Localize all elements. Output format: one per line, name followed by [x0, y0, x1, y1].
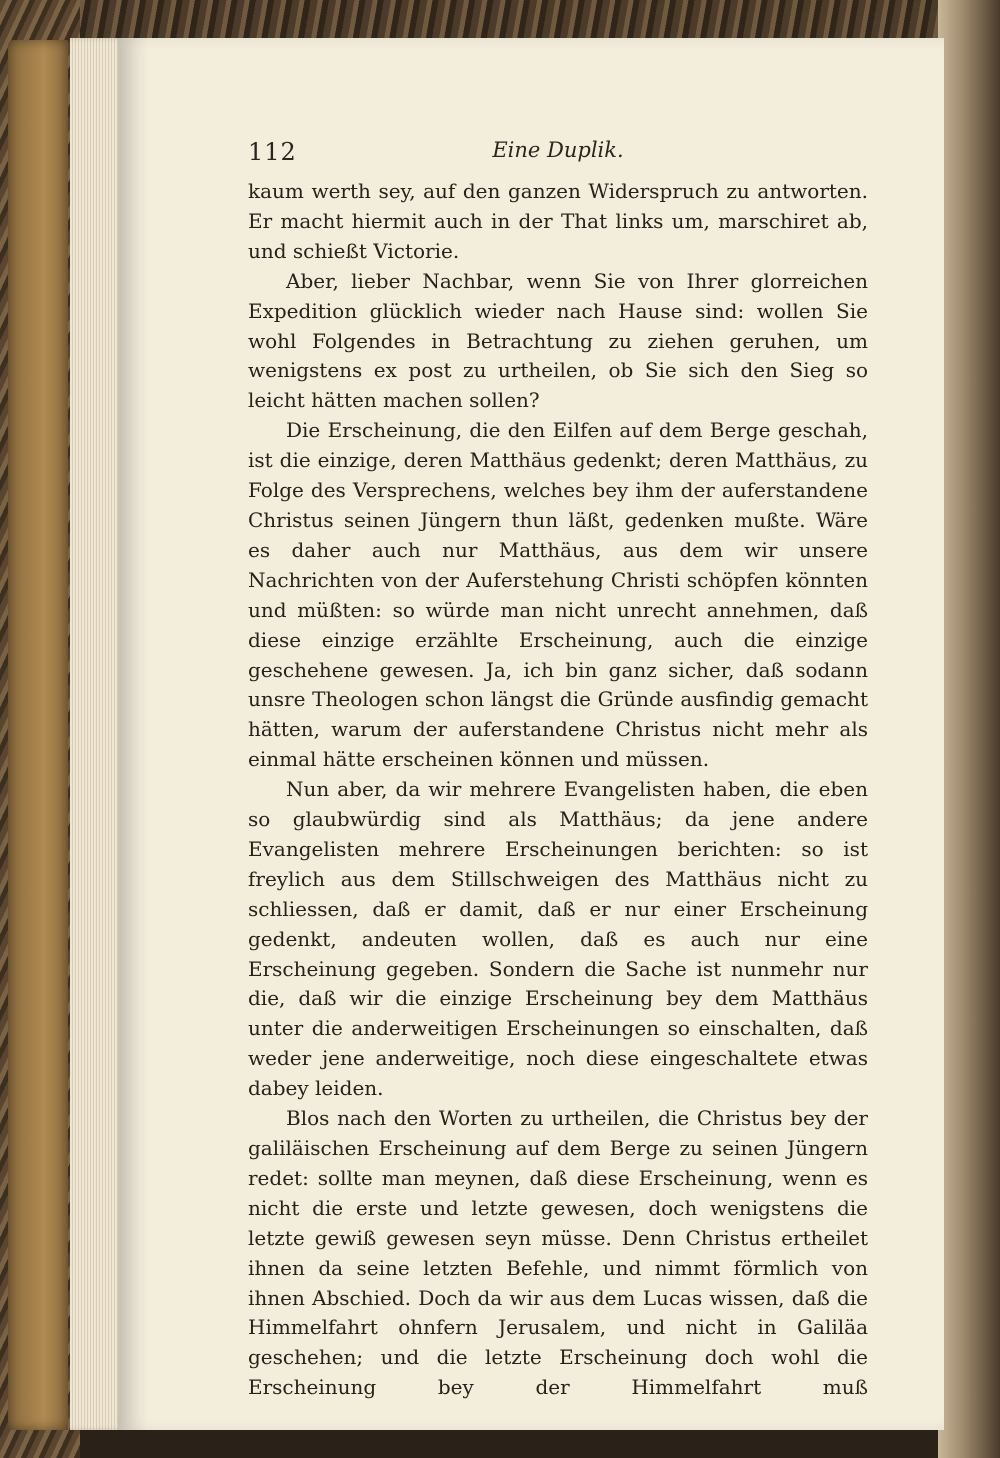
- running-title: Eine Duplik.: [492, 138, 624, 162]
- book-right-edge: [938, 0, 1000, 1458]
- paragraph-1: kaum werth sey, auf den ganzen Widerspruch zu antworten. Er macht hiermit auch in der That links um, marschiret ab, und schießt Victorie.: [248, 179, 868, 263]
- page-header: [248, 138, 868, 168]
- paragraph-5: Blos nach den Worten zu urtheilen, die Christus bey der galiläischen Erscheinung auf dem Berge zu seinen Jüngern redet: sollte man meynen, daß diese Erscheinung, wenn es nicht die erste und letzte gewesen, doch wenigstens die letzte gewiß gewesen seyn müsse. Denn Christus ertheilet ihnen da seine letzten Befehle, und nimmt förmlich von ihnen Abschied. Doch da wir aus dem Lucas wissen, daß die Himmelfahrt ohnfern Jerusalem, und nicht in Galiläa geschehen; und die letzte Erscheinung doch wohl die Erscheinung bey der Himmelfahrt muß: [248, 1106, 868, 1400]
- spine-shadow: [118, 38, 148, 1430]
- book-board-edge: [8, 40, 68, 1430]
- paragraph-2: Aber, lieber Nachbar, wenn Sie von Ihrer glorreichen Expedition glücklich wieder nach Hause sind: wollen Sie wohl Folgendes in Betrachtung zu ziehen geruhen, um wenigstens ex post zu urtheilen, ob Sie sich den Sieg so leicht hätten machen sollen?: [248, 268, 868, 413]
- body-text: [248, 177, 868, 1403]
- page-number: 112: [248, 138, 297, 166]
- paragraph-4: Nun aber, da wir mehrere Evangelisten haben, die eben so glaubwürdig sind als Matthäus; da jene andere Evangelisten mehrere Erscheinungen berichten: so ist freylich aus dem Stillschweigen des Matthäus nicht zu schliessen, daß er damit, daß er nur einer Erscheinung gedenkt, andeuten wollen, daß es auch nur eine Erscheinung gegeben. Sondern die Sache ist nunmehr nur die, daß wir die einzige Erscheinung bey dem Matthäus unter die anderweitigen Erscheinungen so einschalten, daß weder jene anderweitige, noch diese eingeschaltete etwas dabey leiden.: [248, 777, 868, 1101]
- paragraph-3: Die Erscheinung, die den Eilfen auf dem Berge geschah, ist die einzige, deren Matthäus gedenkt; deren Matthäus, zu Folge des Versprechens, welches bey ihm der auferstandene Christus seinen Jüngern thun läßt, gedenken mußte. Wäre es daher auch nur Matthäus, aus dem wir unsere Nachrichten von der Auferstehung Christi schöpfen könnten und müßten: so würde man nicht unrecht annehmen, daß diese einzige erzählte Erscheinung, auch die einzige geschehene gewesen. Ja, ich bin ganz sicher, daß sodann unsre Theologen schon längst die Gründe ausfindig gemacht hätten, warum der auferstandene Christus nicht mehr als einmal hätte erscheinen können und müssen.: [248, 418, 868, 772]
